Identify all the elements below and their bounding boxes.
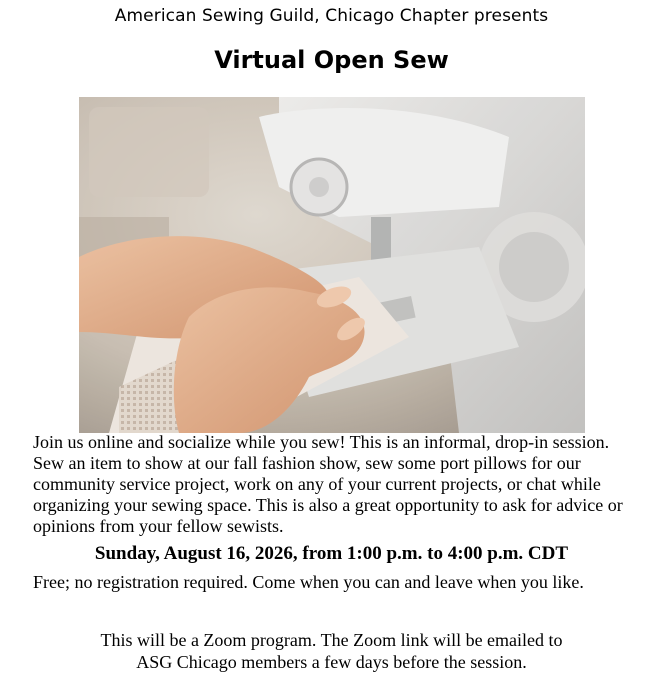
zoom-note-line-2: ASG Chicago members a few days before the session. bbox=[136, 652, 527, 672]
event-title: Virtual Open Sew bbox=[214, 46, 449, 74]
cost-note: Free; no registration required. Come when you can and leave when you like. bbox=[33, 572, 584, 592]
presenter-line: American Sewing Guild, Chicago Chapter presents bbox=[114, 6, 549, 26]
event-description: Join us online and socialize while you sew! This is an informal, drop-in session. Sew an item to show at our fall fashion show, sew some port pillows for our community service project, work on any of your current projects, or chat while organizing your sewing space. This is also a great opportunity to ask for advice or opinions from your fellow sewists. bbox=[33, 432, 623, 536]
zoom-note-line-1: This will be a Zoom program. The Zoom link will be emailed to bbox=[100, 630, 563, 650]
sewing-machine-photo bbox=[79, 97, 585, 433]
event-date-time: Sunday, August 16, 2026, from 1:00 p.m. to 4:00 p.m. CDT bbox=[94, 543, 569, 564]
zoom-note bbox=[0, 629, 663, 673]
